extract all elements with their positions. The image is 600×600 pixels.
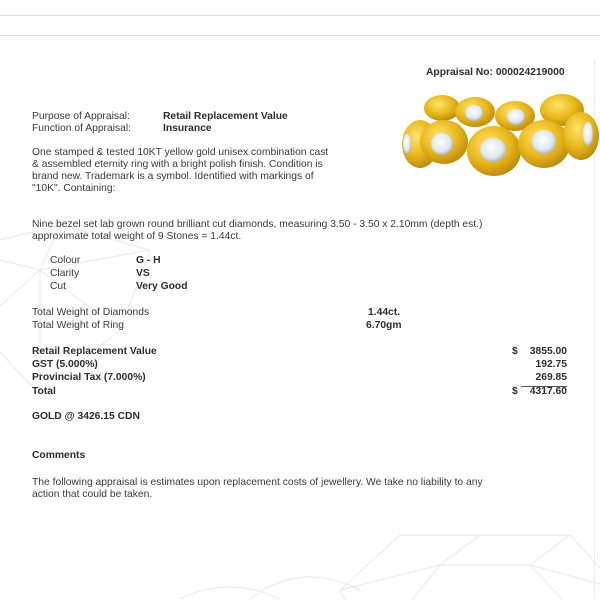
grading-value-cut: Very Good bbox=[136, 281, 188, 292]
valuation-label-gst: GST (5.000%) bbox=[32, 359, 98, 370]
weight-label-ring: Total Weight of Ring bbox=[32, 320, 124, 331]
appraisal-number bbox=[426, 67, 565, 79]
grading-value-colour: G - H bbox=[136, 255, 161, 266]
valuation-label-total: Total bbox=[32, 386, 56, 397]
comments-heading: Comments bbox=[32, 450, 86, 461]
grading-label-cut: Cut bbox=[50, 281, 67, 292]
valuation-currency-total: $ bbox=[512, 386, 518, 397]
purpose-value: Retail Replacement Value bbox=[163, 111, 288, 122]
appraisal-number-label: Appraisal No: bbox=[426, 67, 493, 78]
stones-line: approximate total weight of 9 Stones = 1.44ct. bbox=[32, 231, 242, 242]
valuation-label-provincial: Provincial Tax (7.000%) bbox=[32, 372, 146, 383]
description-line: One stamped & tested 10KT yellow gold unisex combination cast bbox=[32, 147, 329, 158]
description-line: & assembled eternity ring with a bright polish finish. Condition is bbox=[32, 159, 323, 170]
weight-label-diamonds: Total Weight of Diamonds bbox=[32, 307, 150, 318]
comments-line: The following appraisal is estimates upon replacement costs of jewellery. We take no liability to any bbox=[32, 477, 483, 488]
watermark-diamond-bottom-right bbox=[340, 535, 600, 600]
stones-line: Nine bezel set lab grown round brilliant cut diamonds, measuring 3.50 - 3.50 x 2.10mm (depth est.) bbox=[32, 219, 483, 230]
appraisal-number-value: 000024219000 bbox=[495, 67, 565, 78]
valuation-amount-provincial: 269.85 bbox=[535, 372, 567, 383]
weight-value-diamonds: 1.44ct. bbox=[368, 307, 401, 318]
description-line: brand new. Trademark is a symbol. Identified with markings of bbox=[32, 171, 314, 182]
valuation-currency-retail: $ bbox=[512, 346, 518, 357]
function-value: Insurance bbox=[163, 123, 212, 134]
description-line: "10K". Containing: bbox=[32, 183, 116, 194]
valuation-amount-total: 4317.60 bbox=[529, 386, 567, 397]
grading-label-clarity: Clarity bbox=[50, 268, 80, 279]
weight-value-ring: 6.70gm bbox=[366, 320, 402, 331]
valuation-amount-gst: 192.75 bbox=[535, 359, 567, 370]
function-label: Function of Appraisal: bbox=[32, 123, 132, 134]
valuation-label-retail: Retail Replacement Value bbox=[32, 346, 157, 357]
grading-label-colour: Colour bbox=[50, 255, 81, 266]
purpose-label: Purpose of Appraisal: bbox=[32, 111, 130, 122]
gold-price: GOLD @ 3426.15 CDN bbox=[32, 411, 140, 422]
grading-value-clarity: VS bbox=[136, 268, 150, 279]
valuation-amount-retail: 3855.00 bbox=[529, 346, 567, 357]
ring-photo bbox=[402, 92, 600, 182]
comments-line: action that could be taken. bbox=[32, 489, 153, 500]
